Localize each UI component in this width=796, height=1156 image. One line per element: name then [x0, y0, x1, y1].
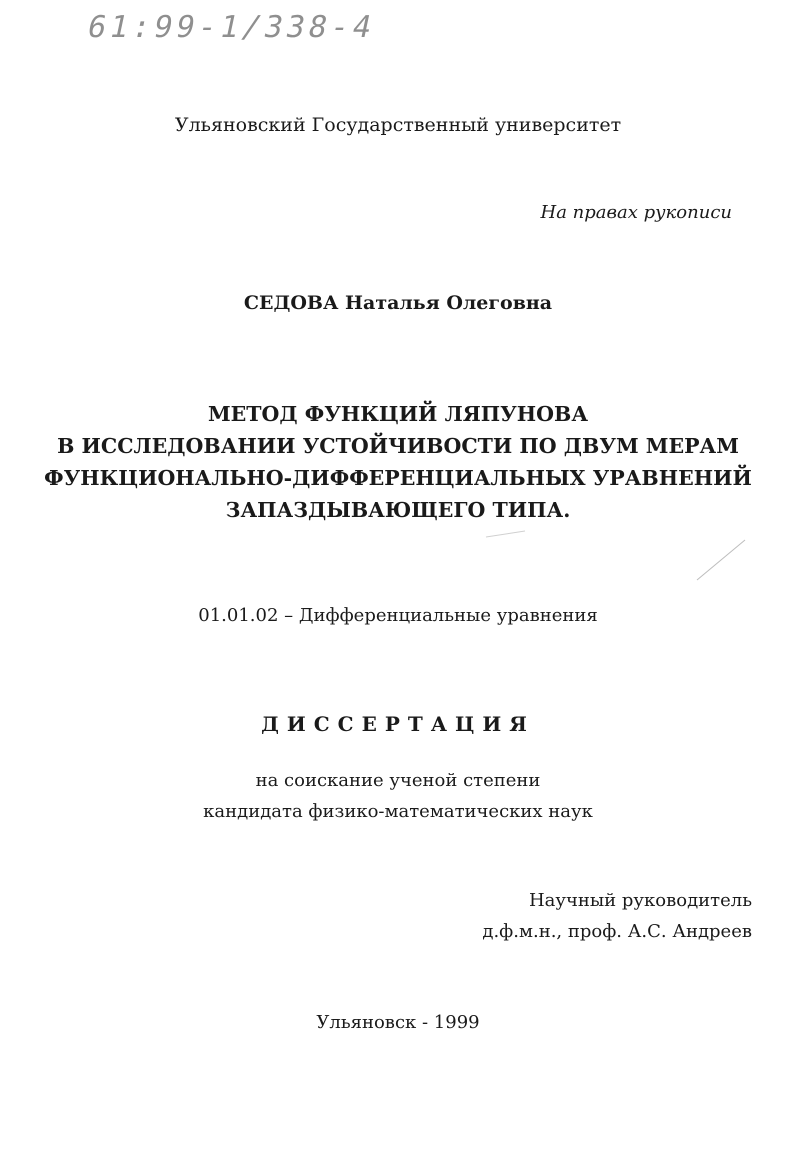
city-year: Ульяновск - 1999 [316, 1012, 480, 1033]
title-line: ФУНКЦИОНАЛЬНО-ДИФФЕРЕНЦИАЛЬНЫХ УРАВНЕНИЙ [44, 466, 752, 490]
handwritten-archive-mark: 61:99-1/338-4 [84, 10, 379, 45]
supervisor-label: Научный руководитель [528, 890, 752, 911]
university-name: Ульяновский Государственный университет [174, 114, 622, 136]
title-line: МЕТОД ФУНКЦИЙ ЛЯПУНОВА [207, 402, 589, 426]
degree-line: кандидата физико-математических наук [203, 801, 593, 822]
supervisor-name: д.ф.м.н., проф. А.С. Андреев [482, 921, 752, 942]
supervisor-block [482, 885, 752, 947]
title-line: В ИССЛЕДОВАНИИ УСТОЙЧИВОСТИ ПО ДВУМ МЕРАМ [57, 434, 739, 458]
degree-line: на соискание ученой степени [255, 770, 541, 791]
author-name: СЕДОВА Наталья Олеговна [243, 292, 553, 314]
dissertation-title [0, 398, 796, 526]
degree-statement [0, 765, 796, 827]
rights-note: На правах рукописи [540, 202, 732, 223]
specialty-code: 01.01.02 – Дифференциальные уравнения [198, 605, 598, 626]
document-type: ДИССЕРТАЦИЯ [261, 712, 535, 736]
title-line: ЗАПАЗДЫВАЮЩЕГО ТИПА. [225, 498, 571, 522]
